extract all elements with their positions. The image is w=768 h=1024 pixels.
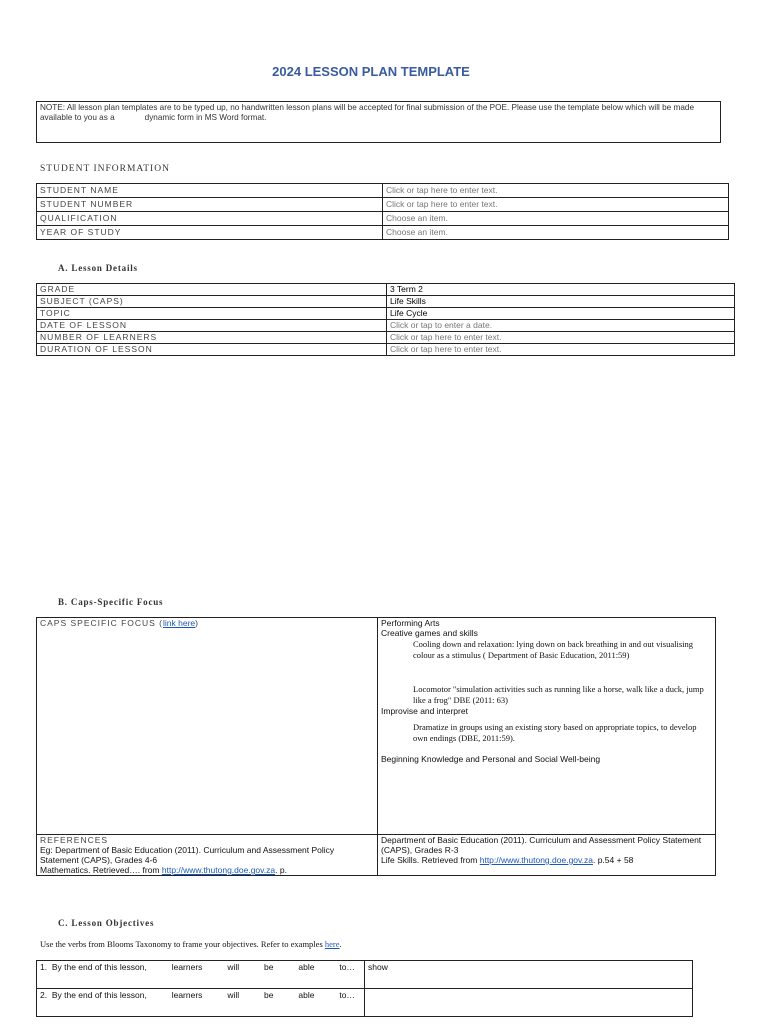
reference-text: Eg: Department of Basic Education (2011). Curriculum and Assessment Policy Statement (CAPS), Grades 4-6 [40,845,335,865]
reference-text: . p. [275,865,287,875]
year-of-study-dropdown[interactable]: Choose an item. [383,226,729,240]
note-text: NOTE: All lesson plan templates are to be typed up, no handwritten lesson plans will be accepted for final submission of the POE. Please use the template below which will be made available to you as a [40,103,694,122]
focus-line: Creative games and skills [381,628,478,638]
row-label: TOPIC [37,308,387,320]
objective-word: will [227,962,240,972]
objectives-table [36,960,693,1017]
examples-link[interactable]: here [324,939,340,949]
lesson-details-table [36,283,735,356]
table-row [37,320,735,332]
references-label: REFERENCES [40,835,109,845]
table-row [37,198,729,212]
instruction-end: . [339,939,342,949]
table-row [37,284,735,296]
student-number-field[interactable]: Click or tap here to enter text. [383,198,729,212]
objective-word: be [264,990,274,1000]
table-row [37,344,735,356]
row-label: SUBJECT (CAPS) [37,296,387,308]
caps-focus-label-end: ) [195,618,199,628]
table-row [37,296,735,308]
subject-field[interactable]: Life Skills [387,296,735,308]
caps-link[interactable]: link here [163,618,196,628]
topic-field[interactable]: Life Cycle [387,308,735,320]
row-label: STUDENT NAME [37,184,383,198]
reference-text: Life Skills. Retrieved from [381,855,480,865]
objectives-instruction [40,939,342,949]
grade-field[interactable]: 3 Term 2 [387,284,735,296]
table-row [37,212,729,226]
row-label: DURATION OF LESSON [37,344,387,356]
focus-line: Performing Arts [381,618,440,628]
table-row [37,989,693,1017]
row-label: DATE OF LESSON [37,320,387,332]
table-row [37,332,735,344]
objective-text: By the end of this lesson, [51,990,147,1000]
objectives-heading: C. Lesson Objectives [58,918,155,928]
objective-word: to… [339,962,355,972]
row-label: GRADE [37,284,387,296]
duration-of-lesson-field[interactable]: Click or tap here to enter text. [387,344,735,356]
references-right-cell[interactable] [378,835,716,876]
objective-text: By the end of this lesson, [51,962,147,972]
table-row [37,184,729,198]
thutong-link[interactable]: http://www.thutong.doe.gov.za [161,865,276,875]
objective-number: 2. [40,990,48,1000]
caps-focus-label-cell [37,618,378,835]
references-left-cell[interactable] [37,835,378,876]
table-row [37,961,693,989]
caps-focus-table [36,617,716,876]
qualification-dropdown[interactable]: Choose an item. [383,212,729,226]
objective-word: will [227,990,240,1000]
reference-text: Mathematics. Retrieved…. from [40,865,162,875]
thutong-link[interactable]: http://www.thutong.doe.gov.za [479,855,593,865]
lesson-details-heading: A. Lesson Details [58,263,138,273]
note-text-end: dynamic form in MS Word format. [144,113,267,122]
student-info-table [36,183,729,240]
note-box [36,101,721,143]
table-row [37,308,735,320]
focus-line: Improvise and interpret [381,706,468,716]
caps-focus-label: CAPS SPECIFIC FOCUS ( [40,618,164,628]
objective-word: learners [171,962,203,972]
objective-word: to… [339,990,355,1000]
objective-word: able [298,962,315,972]
focus-line: Locomotor "simulation activities such as running like a horse, walk like a duck, jump like a frog" DBE (2011: 63) [413,684,704,705]
table-row [37,226,729,240]
reference-text: Department of Basic Education (2011). Curriculum and Assessment Policy Statement (CAPS), Grades R-3 [381,835,702,855]
objective-word: be [264,962,274,972]
row-label: NUMBER OF LEARNERS [37,332,387,344]
objective-word: learners [171,990,203,1000]
focus-line: Beginning Knowledge and Personal and Social Well-being [381,754,601,764]
student-info-heading: STUDENT INFORMATION [40,164,170,174]
row-label: YEAR OF STUDY [37,226,383,240]
table-row [37,835,716,876]
reference-text: . p.54 + 58 [592,855,634,865]
page-title: 2024 LESSON PLAN TEMPLATE [272,64,470,79]
number-of-learners-field[interactable]: Click or tap here to enter text. [387,332,735,344]
objective-2-field[interactable] [365,989,693,1017]
objective-label-cell [37,989,365,1017]
row-label: QUALIFICATION [37,212,383,226]
objective-number: 1. [40,962,48,972]
objective-1-field[interactable]: show [365,961,693,989]
focus-line: Dramatize in groups using an existing story based on appropriate topics, to develop own endings (DBE, 2011:59). [413,722,697,743]
objective-label-cell [37,961,365,989]
student-name-field[interactable]: Click or tap here to enter text. [383,184,729,198]
table-row [37,618,716,835]
caps-focus-content-cell[interactable] [378,618,716,835]
focus-line: Cooling down and relaxation: lying down on back breathing in and out visualising colour as a stimulus ( Department of Basic Education, 2011:59) [413,639,693,660]
objective-word: able [298,990,315,1000]
caps-focus-heading: B. Caps-Specific Focus [58,597,164,607]
date-of-lesson-field[interactable]: Click or tap to enter a date. [387,320,735,332]
instruction-text: Use the verbs from Blooms Taxonomy to frame your objectives. Refer to examples [40,939,325,949]
row-label: STUDENT NUMBER [37,198,383,212]
